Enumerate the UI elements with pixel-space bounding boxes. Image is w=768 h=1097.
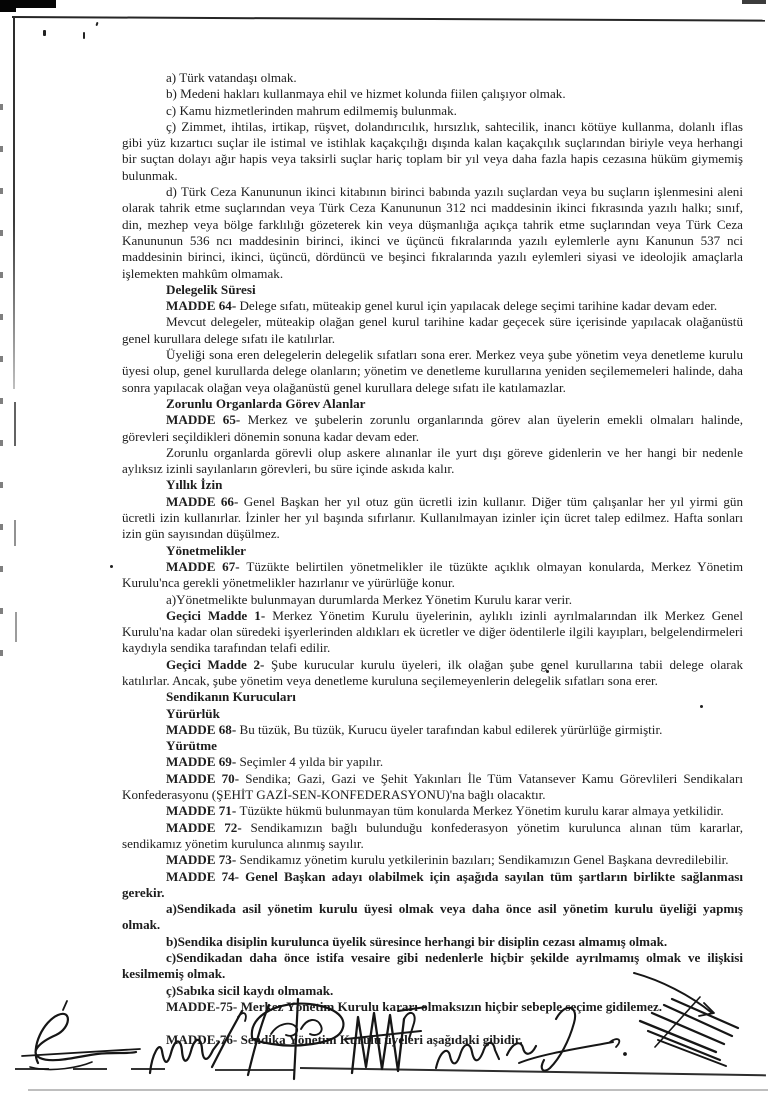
article-label: MADDE 72-	[166, 819, 251, 835]
scribble-hatch	[634, 973, 738, 1066]
document-body	[122, 70, 743, 1049]
left-border-dash	[15, 612, 17, 642]
section-heading: Delegelik Süresi	[166, 281, 256, 297]
paragraph: MADDE 72- Sendikamızın bağlı bulunduğu konfederasyon yönetim kurulunca alınan tüm kararlar, sendikamız yönetim kurulunca alınmış sayılır.	[122, 819, 744, 851]
article-label: MADDE 67-	[166, 558, 247, 574]
scan-speck	[110, 565, 113, 568]
signature-2	[150, 1011, 246, 1073]
article-label: Geçici Madde 1-	[166, 607, 273, 623]
section-heading: Yürütme	[166, 738, 217, 754]
article-label: MADDE 74-	[166, 868, 246, 884]
paragraph: a) Türk vatandaşı olmak.	[166, 70, 297, 85]
section-heading: Zorunlu Organlarda Görev Alanlar	[166, 395, 366, 411]
left-border-line	[13, 17, 15, 389]
paragraph: a)Sendikada asil yönetim kurulu üyesi olmak veya daha önce asil yönetim kurulu üyeliği yapmış olmak.	[122, 901, 743, 933]
article-label: MADDE 73-	[166, 852, 240, 868]
scan-speck	[83, 32, 85, 39]
section-heading: Sendikanın Kurucuları	[166, 689, 296, 705]
paragraph: MADDE 71- Tüzükte hükmü bulunmayan tüm konularda Merkez Yönetim kurulu karar almaya yetkilidir.	[166, 803, 724, 819]
paragraph: Üyeliği sona eren delegelerin delegelik sıfatları sona erer. Merkez veya şube yönetim veya denetleme kurulu üyesi olup, genel kurullarda delege olanların; yönetim ve denetleme kurullarına yeniden seçilememeleri halinde, daha sonra yapılacak olağan veya olağanüstü genel kurullara delege sıfatı ile katılamazlar.	[122, 347, 743, 395]
paragraph: ç) Zimmet, ihtilas, irtikap, rüşvet, dolandırıcılık, hırsızlık, sahtecilik, inancı kötüye kullanma, dolanlı iflas gibi yüz kızartıcı suçlar ile istimal ve istihlak kaçakçılığı dışında kalan kaçakçılık suçlarından biriyle veya herhangi bir suçtan dolayı ağır hapis veya taksirli suçlar hariç toplam bir yıl veya daha fazla hapis cezasına hüküm giymemiş bulunmak.	[122, 118, 743, 183]
article-label: MADDE 70-	[166, 770, 246, 786]
paragraph: MADDE 73- Sendikamız yönetim kurulu yetkilerinin bazıları; Sendikamızın Genel Başkana devredilebilir.	[166, 852, 729, 868]
paragraph: a)Yönetmelikte bulunmayan durumlarda Merkez Yönetim Kurulu karar verir.	[166, 591, 573, 607]
paragraph: Zorunlu organlarda görevli olup askere alınanlar ile yurt dışı göreve gidenlerin ve her hangi bir nedenle aylıksız izinli sayılanların görevleri, bu süre içinde askıda kalır.	[122, 444, 743, 477]
paragraph: Mevcut delegeler, müteakip olağan genel kurul tarihine kadar geçecek süre içerisinde yapılacak olağanüstü genel kurullara delege sıfatı ile katılırlar.	[122, 314, 743, 346]
paragraph: c)Sendikadan daha önce istifa vesaire gibi nedenlerle hiçbir şekilde ayrılmamış olmak ve ilişkisi kesilmemiş olmak.	[122, 950, 743, 982]
paragraph: MADDE-76- Sendika Yönetim Kurulu üyeleri aşağıdaki gibidir.	[166, 1032, 523, 1048]
signature-4	[346, 1007, 426, 1073]
scan-speck	[43, 30, 46, 36]
paragraph: c) Kamu hizmetlerinden mahrum edilmemiş bulunmak.	[166, 102, 457, 118]
article-label: MADDE 66-	[166, 493, 244, 509]
paragraph: b)Sendika disiplin kurulunca üyelik süresince herhangi bir disiplin cezası almamış olmak.	[166, 933, 668, 949]
paragraph: MADDE 64- Delege sıfatı, müteakip genel kurul için yapılacak delege seçimi tarihine kadar devam eder.	[166, 298, 718, 314]
scan-corner-black	[0, 0, 56, 8]
section-heading: Yıllık İzin	[166, 477, 223, 493]
signature-3	[248, 999, 343, 1079]
paragraph: MADDE 65- Merkez ve şubelerin zorunlu organlarında görev alan üyelerin emekli olmaları halinde, görevleri seçildikleri dönemin sonuna kadar devam eder.	[122, 412, 743, 444]
paragraph: d) Türk Ceza Kanununun ikinci kitabının birinci babında yazılı suçlardan veya bu suçların işlenmesini aleni olarak tahrik etme suçlarından veya Türk Ceza Kanununun 312 nci maddesinin ikinci fıkrasında yazılı halkı; sınıf, din, mezhep veya bölge farklılığı gözeterek kin veya düşmanlığa açıkça tahrik etme suçlarından veya Türk Ceza Kanununun 536 ncı maddesinin birinci, ikinci ve üçüncü fıkralarında yazılı eylemlerle aynı Kanunun 537 nci maddesinin birinci, ikinci, üçüncü, dördüncü ve beşinci fıkralarında yazılı eylemleri siyasi ve ideolojik amaçlarla işlemekten mahkûm olmamak.	[122, 184, 743, 281]
top-border-line	[12, 16, 765, 22]
paragraph: ç)Sabıka sicil kaydı olmamak.	[166, 982, 334, 998]
signatures	[0, 955, 768, 1097]
paragraph: MADDE 67- Tüzükte belirtilen yönetmelikler ile tüzükte açıklık olmayan konularda, Merkez Yönetim Kurulu'nca gerekli yönetmelikler hazırlanır ve yürürlüğe konur.	[122, 558, 744, 591]
paragraph: Geçici Madde 1- Merkez Yönetim Kurulu üyelerinin, aylıklı izinli ayrılmalarından ilk Merkez Genel Kurulu'na kadar olan süredeki işyerlerinden aldıkları ek ücretler ve diğer ödentilerle ilgili kayıpları, belgelendirmeleri kaydıyla sendika tarafından telafi edilir.	[122, 607, 743, 656]
article-label: MADDE 64-	[166, 298, 240, 314]
paragraph: b) Medeni hakları kullanmaya ehil ve hizmet kolunda fiilen çalışıyor olmak.	[166, 86, 566, 102]
left-border-dash	[14, 520, 16, 546]
page-edge-ticks	[0, 104, 3, 674]
paragraph: MADDE-75- Merkez Yönetim Kurulu kararı olmaksızın hiçbir sebeple seçime gidilemez.	[166, 998, 663, 1014]
paragraph: MADDE 69- Seçimler 4 yılda bir yapılır.	[166, 754, 384, 770]
paragraph: MADDE 74- Genel Başkan adayı olabilmek için aşağıda sayılan tüm şartların birlikte sağlanması gerekir.	[122, 868, 743, 900]
scan-topright-mark	[742, 0, 766, 4]
scan-speck	[95, 22, 98, 26]
article-label: MADDE 69-	[166, 754, 240, 770]
scan-corner-nub	[0, 8, 16, 12]
article-label: Geçici Madde 2-	[166, 656, 272, 672]
paragraph: MADDE 68- Bu tüzük, Bu tüzük, Kurucu üyeler tarafından kabul edilerek yürürlüğe girmiştir.	[166, 721, 663, 737]
article-label: MADDE-76-	[166, 1032, 241, 1048]
article-label: MADDE 68-	[166, 721, 240, 737]
signature-5	[436, 1008, 627, 1071]
article-label: MADDE-75-	[166, 998, 241, 1014]
left-border-dash	[14, 402, 16, 446]
section-heading: Yürürlük	[166, 705, 220, 721]
paragraph: MADDE 70- Sendika; Gazi, Gazi ve Şehit Yakınları İle Tüm Vatansever Kamu Görevlileri Sendikaları Konfederasyonu (ŞEHİT GAZİ-SEN-KONFEDERASYONU)'na bağlı olacaktır.	[122, 770, 743, 803]
paragraph: MADDE 66- Genel Başkan her yıl otuz gün ücretli izin kullanır. Diğer tüm çalışanlar her yıl yirmi gün ücretli izin kullanırlar. İzinler her yıl başında sıfırlanır. Kullanılmayan izinler için ücret talep edilmez. Hafta sonları izin gün sayısından düşülmez.	[122, 493, 743, 542]
article-label: MADDE 65-	[166, 412, 248, 428]
paragraph: Geçici Madde 2- Şube kurucular kurulu üyeleri, ilk olağan şube genel kurullarına tabii delege olarak katılırlar. Ancak, şube yönetim veya denetleme kuruluna seçilemeyenlerin delegelik sıfatları sona erer.	[122, 656, 743, 688]
section-heading: Yönetmelikler	[166, 542, 246, 558]
article-label: MADDE 71-	[166, 803, 240, 819]
signature-1	[22, 1001, 140, 1070]
